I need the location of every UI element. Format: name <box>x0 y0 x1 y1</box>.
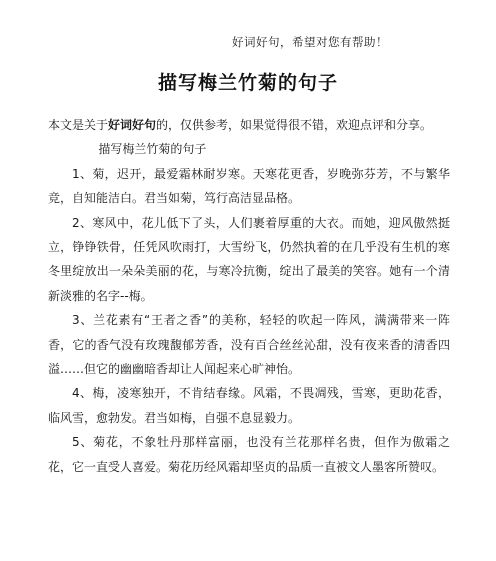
intro-prefix: 本文是关于 <box>48 118 109 132</box>
paragraph-5: 5、菊花，不象牡丹那样富丽，也没有兰花那样名贵，但作为傲霜之花，它一直受人喜爱。菊花历经风霜却坚贞的品质一直被文人墨客所赞叹。 <box>48 435 450 474</box>
section-heading: 描写梅兰竹菊的句子 <box>98 142 207 157</box>
header-note: 好词好句，希望对您有帮助！ <box>232 35 388 49</box>
intro-suffix: 的，仅供参考，如果觉得很不错，欢迎点评和分享。 <box>156 118 433 132</box>
document-title: 描写梅兰竹菊的句子 <box>157 72 338 94</box>
paragraph-3: 3、兰花素有“王者之香”的美称，轻轻的吹起一阵风，满满带来一阵香，它的香气没有玫瑰馥郁芳香，没有百合丝丝沁甜，没有夜来香的清香四溢……但它的幽幽暗香却让人闻起来心旷神怡。 <box>48 313 450 377</box>
paragraph-4: 4、梅，凌寒独开，不肯结春缘。风霜，不畏凋残，雪寒，更助花香，临风雪，愈勃发。君当如梅，自强不息显毅力。 <box>48 386 450 425</box>
paragraph-1: 1、菊，迟开，最爱霜林耐岁寒。天寒花更香，岁晚弥芬芳，不与繁华竞，自知能洁白。君当如菊，笃行高洁显品格。 <box>48 166 450 206</box>
intro-keyword: 好词好句 <box>108 118 157 132</box>
document-body <box>48 113 450 479</box>
paragraph-2: 2、寒风中，花儿低下了头，人们裹着厚重的大衣。而她，迎风傲然挺立，铮铮铁骨，任凭风吹雨打，大雪纷飞，仍然执着的在几乎没有生机的寒冬里绽放出一朵朵美丽的花，与寒冷抗衡，绽出了最美的笑容。她有一个清新淡雅的名字--梅。 <box>48 215 450 303</box>
intro-paragraph <box>48 113 450 137</box>
